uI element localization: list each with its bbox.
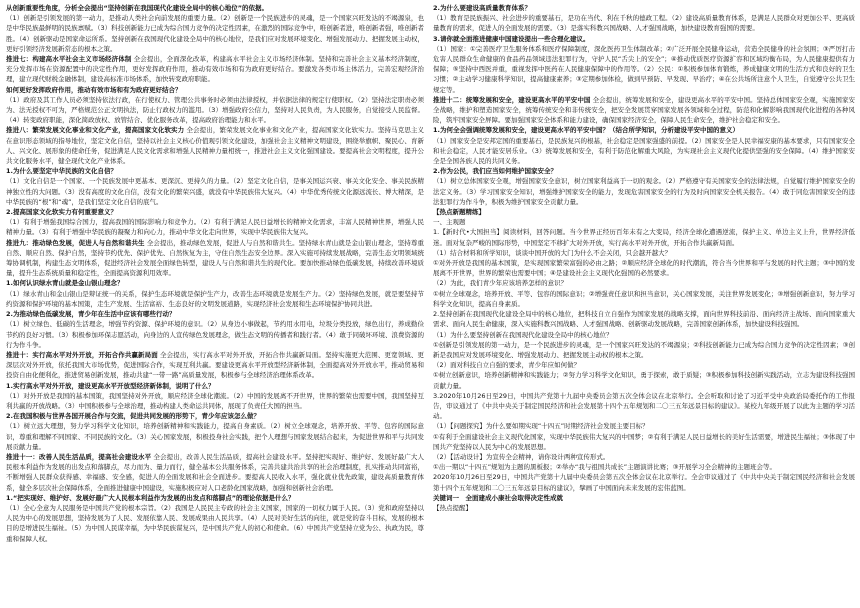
answer-text: （1）有利于增强我国综合国力，提高我国的国际影响力和竞争力。（2）有利于满足人民日益增长的精神文化需求，丰富人民精神世界，增强人民精神力量。（3）有利于增强中华民族的凝聚力和向心力，推动中华文化走向世界，实现中华民族伟大复兴。: [6, 218, 424, 237]
right-column: [433, 3, 855, 606]
question-heading: 1.如何认识绿水青山就是金山银山理念？: [6, 279, 124, 288]
question-heading: 1.实行高水平对外开放，建设更高水平开放型经济新体制，说明了什么？: [6, 381, 215, 390]
topic-paragraph: [6, 125, 424, 166]
material-text: 3.2020年10月26日至29日，中国共产党第十九届中央委员会第五次全体会议在北京举行。全会听取和讨论了习近平受中央政治局委托作的工作报告，审议通过了《中共中央关于制定国民经济和社会发展第十四个五年规划和二〇三五年远景目标的建议》。某校九年级开展了以此为主题的学习活动。: [433, 391, 855, 421]
topic-text: 全会提出，改善人民生活品质，提高社会建设水平。坚持把实现好、维护好、发展好最广大人民根本利益作为发展的出发点和落脚点，尽力而为、量力而行，健全基本公共服务体系，完善共建共治共享的社会治理制度，扎实推动共同富裕，不断增强人民群众获得感、幸福感、安全感，促进人的全面发展和社会全面进步。要提高人民收入水平，强化就业优先政策，建设高质量教育体系，健全多层次社会保障体系，全面推进健康中国建设，实施积极应对人口老龄化国家战略，加强和创新社会治理。: [6, 452, 424, 492]
topic-title: 繁荣发展文化事业和文化产业，提高国家文化软实力: [32, 126, 185, 135]
topic-text: 全会提出，全面深化改革，构建高水平社会主义市场经济体制。坚持和完善社会主义基本经济制度，充分发挥市场在资源配置中的决定性作用，更好发挥政府作用，推动有效市场和有为政府更好结合。要激发各类市场主体活力，完善宏观经济治理，建立现代财税金融体制，建设高标准市场体系，加快转变政府职能。: [6, 55, 424, 84]
answer-text: ①树立创新意识，培养创新精神和实践能力；②努力学习科学文化知识，勇于探索，敢于质疑；③积极参加科技创新实践活动，立志为建设科技强国贡献力量。: [433, 371, 855, 390]
question-heading: 1.为什么要坚定中华民族的文化自信？: [6, 167, 117, 176]
question-heading: 从创新重要性角度，分析全会提出“坚持创新在我国现代化建设全局中的核心地位”的依据。: [6, 4, 269, 12]
answer-text: （1）树立远大理想，努力学习科学文化知识，培养创新精神和实践能力，提高自身素质。（2）树立全球观念，培养开放、平等、包容的国际意识，尊重和理解不同国家、不同民族的文化。（3）关心国家发展，积极投身社会实践，把个人理想与国家发展结合起来，为促进世界和平与共同发展贡献力量。: [6, 422, 424, 451]
answer-text: （1）国家：①完善医疗卫生服务体系和医疗保障制度，深化医药卫生体制改革；②广泛开展全民健身运动，营造全民健身的社会氛围；③严厉打击危害人民群众生命健康的食品药品领域违法犯罪行为，守护人民“舌尖上的安全”；④推动优质医疗资源扩容和区域均衡布局，为人民健康提供有力保障；⑤坚持中西医并重，重视发挥中医药在人民健康保障中的作用等。（2）公民：①积极参加体育锻炼，养成健康文明的生活方式和良好的卫生习惯；②主动学习健康科学知识，提高健康素养；③定期参加体检，做到早预防、早发现、早治疗；④在公共场所注意个人卫生，自觉遵守公共卫生规定等。: [433, 44, 855, 94]
keyword-heading: 关键词一 全面建成小康社会取得决定性成就: [433, 493, 563, 502]
topic-text: 全会提出，推动绿色发展，促进人与自然和谐共生。坚持绿水青山就是金山银山理念，坚持尊重自然、顺应自然、保护自然，坚持节约优先、保护优先、自然恢复为主，守住自然生态安全边界。深入实施可持续发展战略，完善生态文明领域统筹协调机制，构建生态文明体系，促进经济社会发展全面绿色转型，建设人与自然和谐共生的现代化。要加快推动绿色低碳发展，持续改善环境质量，提升生态系统质量和稳定性，全面提高资源利用效率。: [6, 238, 424, 278]
answer-text: （1）树立绿色、低碳的生活理念，增强节约资源、保护环境的意识。（2）从身边小事做起，节约用水用电，垃圾分类投放，绿色出行，养成勤俭节约的良好习惯。（3）积极参加环保志愿活动，向身边的人宣传绿色发展理念，做生态文明的传播者和践行者。（4）敢于同破坏环境、浪费资源的行为作斗争。: [6, 320, 424, 349]
answer-text: （1）对外开放是我国的基本国策，我国坚持对外开放，顺应经济全球化潮流。（2）中国的发展离不开世界，世界的繁荣也需要中国，我国坚持互利共赢的开放战略。（3）中国积极参与全球治理，推动构建人类命运共同体，展现了负责任大国的担当。: [6, 391, 424, 410]
answer-text: （1）国家安全是安邦定国的重要基石，是民族复兴的根基，社会稳定是国家强盛的前提。（2）国家安全是人民幸福安康的基本要求，只有国家安全和社会稳定，人民才能安居乐业。（3）统筹发展和安全，有利于防范化解重大风险，为实现社会主义现代化提供坚强的安全保障。（4）维护国家安全是全国各族人民的共同义务。: [433, 136, 855, 166]
topic-label: 推进九：: [6, 238, 33, 247]
topic-paragraph: [6, 452, 424, 493]
question-heading: 2.为什么要建设高质量教育体系？: [433, 4, 531, 12]
sub-question: （1）结合材料和所学知识，谈谈中国开放的大门为什么不会关闭，只会越开越大？: [433, 248, 672, 257]
answer-text: ①创新是引领发展的第一动力，是一个民族进步的灵魂，是一个国家兴旺发达的不竭源泉；②科技创新能力已成为综合国力竞争的决定性因素；③创新是我国应对发展环境变化、增强发展动力、把握发展主动权的根本之策。: [433, 340, 855, 359]
question-heading: 1.“把实现好、维护好、发展好最广大人民根本利益作为发展的出发点和落脚点”的理论依据是什么？: [6, 493, 295, 502]
topic-label: 推进八：: [6, 126, 33, 135]
topic-paragraph: [6, 350, 424, 381]
question-heading: 2.提高国家文化软实力有何重要意义？: [6, 208, 117, 217]
answer-text: （1）文化自信是一个国家、一个民族发展中更基本、更深沉、更持久的力量。（2）坚定文化自信，是事关国运兴衰、事关文化安全、事关民族精神独立性的大问题。（3）没有高度的文化自信，没有文化的繁荣兴盛，就没有中华民族伟大复兴。（4）中华优秀传统文化源远流长、博大精深，是中华民族的“根”和“魂”，是我们坚定文化自信的底气。: [6, 177, 424, 206]
answer-text: （1）绿水青山和金山银山是辩证统一的关系，保护生态环境就是保护生产力，改善生态环境就是发展生产力。（2）坚持绿色发展，就是要坚持节约资源和保护环境的基本国策，走生产发展、生活富裕、生态良好的文明发展道路，实现经济社会发展和生态环境保护协同共进。: [6, 289, 424, 308]
sub-question: （2）面对科技自立自强的要求，青少年应如何做？: [433, 361, 581, 370]
answer-text: ①对外开放是我国的基本国策，是实现国家繁荣富强的必由之路；②顺应经济全球化的时代潮流，符合当今世界和平与发展的时代主题；③中国的发展离不开世界，世界的繁荣也需要中国；④是建设社会主义现代化强国的必然要求。: [433, 259, 855, 278]
answer-text: （1）教育是民族振兴、社会进步的重要基石，是功在当代、利在千秋的德政工程。（2）建设高质量教育体系，是满足人民群众对更加公平、更高质量教育的需求，促进人的全面发展的需要。（3）是落实科教兴国战略、人才强国战略，加快建设教育强国的需要。: [433, 14, 855, 33]
sub-question: （1）【问题探究】为什么要如期实现“十四五”时期经济社会发展主要目标？: [433, 422, 649, 431]
question-heading: 如何更好发挥政府作用，推动有效市场和有为政府更好结合？: [6, 85, 182, 94]
material-text: 一、主观题: [433, 218, 466, 227]
topic-paragraph: [6, 238, 424, 279]
topic-title: 统筹发展和安全，建设更高水平的平安中国: [465, 95, 591, 104]
topic-label: 推进十二：: [433, 95, 466, 104]
question-heading: 2.在我国积极与世界各国开展合作与交流，促进共同发展的形势下，青少年应该怎么做？: [6, 412, 260, 421]
topic-title: 改善人民生活品质，提高社会建设水平: [39, 452, 152, 461]
topic-text: 全会提出，繁荣发展文化事业和文化产业，提高国家文化软实力。坚持马克思主义在意识形态领域的指导地位，坚定文化自信，坚持以社会主义核心价值观引领文化建设，加强社会主义精神文明建设，围绕举旗帜、聚民心、育新人、兴文化、展形象的使命任务，促进满足人民文化需求和增强人民精神力量相统一，推进社会主义文化强国建设。要提高社会文明程度，提升公共文化服务水平，健全现代文化产业体系。: [6, 126, 424, 166]
topic-paragraph: [6, 54, 424, 85]
material-text: 2.坚持创新在我国现代化建设全局中的核心地位，把科技自立自强作为国家发展的战略支撑，面向世界科技前沿、面向经济主战场、面向国家重大需求、面向人民生命健康，深入实施科教兴国战略、人才强国战略、创新驱动发展战略，完善国家创新体系，加快建设科技强国。: [433, 310, 855, 329]
topic-title: 构建高水平社会主义市场经济体制: [32, 55, 132, 64]
material-text: 【热点提醒】: [433, 503, 472, 512]
question-heading: 2.作为公民，我们应当如何维护国家安全？: [433, 167, 557, 176]
left-column: [6, 3, 424, 606]
topic-title: 推动绿色发展，促进人与自然和谐共生: [32, 238, 145, 247]
answer-text: ①出一期以“十四五”规划为主题的黑板报；②举办“我与祖国共成长”主题演讲比赛；③开展学习全会精神的主题班会等。: [433, 463, 776, 472]
topic-title: 实行高水平对外开放，开拓合作共赢新局面: [32, 350, 158, 359]
material-text: 1.【新时代•大国担当】阅读材料，回答问题。当今世界正经历百年未有之大变局，经济全球化遭遇逆流，保护主义、单边主义上升，世界经济低迷。面对复杂严峻的国际形势，中国坚定不移扩大对外开放，实行高水平对外开放，开拓合作共赢新局面。: [433, 228, 855, 247]
sub-question: （1）为什么要坚持创新在我国现代化建设全局中的核心地位？: [433, 330, 613, 339]
answer-text: ①有利于全面建设社会主义现代化国家，实现中华民族伟大复兴的中国梦；②有利于满足人民日益增长的美好生活需要，增进民生福祉；③体现了中国共产党坚持以人民为中心的发展思想。: [433, 432, 855, 451]
topic-label: 推进十一：: [6, 452, 40, 461]
answer-text: ①树立全球观念，培养开放、平等、包容的国际意识；②增强责任意识和担当意识，关心国家发展，关注世界发展变化；③增强创新意识，努力学习科学文化知识，提高自身素质。: [433, 289, 855, 308]
topic-text: 全会提出，统筹发展和安全，建设更高水平的平安中国。坚持总体国家安全观，实施国家安全战略，维护和塑造国家安全，统筹传统安全和非传统安全，把安全发展贯穿国家发展各领域和全过程，防范和化解影响我国现代化进程的各种风险，筑牢国家安全屏障。要加强国家安全体系和能力建设，确保国家经济安全，保障人民生命安全，维护社会稳定和安全。: [433, 95, 855, 125]
answer-text: （1）政府及其工作人员必须坚持依法行政，在行使权力、管理公共事务时必须由法律授权，并依据法律的规定行使职权。（2）坚持法定职责必须为、法无授权不可为，严格规范公正文明执法，防止行政权力的滥用。（3）增强政府公信力，坚持对人民负责，为人民服务，自觉接受人民监督。（4）转变政府职能，深化简政放权、放管结合、优化服务改革，提高政府治理能力和水平。: [6, 95, 424, 125]
answer-text: （1）创新是引领发展的第一动力，是推动人类社会向前发展的重要力量。（2）创新是一个民族进步的灵魂，是一个国家兴旺发达的不竭源泉，也是中华民族最鲜明的民族禀赋。（3）科技创新能力已成为综合国力竞争的决定性因素，在激烈的国际竞争中，唯创新者进，唯创新者强，唯创新者胜。（4）创新驱动是国家命运所系。坚持创新在我国现代化建设全局中的核心地位，是我们应对发展环境变化、增强发展动力、把握发展主动权，更好引领经济发展新常态的根本之策。: [6, 14, 424, 53]
answer-text: （1）树立总体国家安全观，增强国家安全意识，树立国家利益高于一切的观念。（2）严格遵守有关国家安全的法律法规，自觉履行维护国家安全的法定义务。（3）学习国家安全知识，增强维护国家安全的能力，发现危害国家安全的行为及时向国家安全机关报告。（4）敢于同危害国家安全的违法犯罪行为作斗争，积极为维护国家安全贡献力量。: [433, 177, 855, 206]
sub-question: （2）【活动设计】为宣传全会精神，请你设计两种宣传形式。: [433, 452, 610, 461]
answer-text: （1）全心全意为人民服务是中国共产党的根本宗旨。（2）我国是人民民主专政的社会主义国家，国家的一切权力属于人民。（3）党和政府坚持以人民为中心的发展思想，坚持发展为了人民、发展依靠人民、发展成果由人民共享。（4）人民对美好生活的向往，就是党的奋斗目标，发展的根本目的是增进民生福祉。（5）为中国人民谋幸福，为中华民族谋复兴，是中国共产党人的初心和使命。（6）中国共产党坚持立党为公、执政为民，尊重和保障人权。: [6, 503, 424, 543]
material-text: 2020年10月26日至29日，中国共产党第十九届中央委员会第五次全体会议在北京举行。全会审议通过了《中共中央关于制定国民经济和社会发展第十四个五年规划和二〇三五年远景目标的建议》，擘画了中国面向未来发展的宏伟蓝图。: [433, 473, 855, 492]
sub-question: （2）为此，我们青少年应该培养怎样的意识？: [433, 279, 568, 288]
topic-label: 推进十：: [6, 350, 33, 359]
topic-paragraph: [433, 95, 855, 126]
section-heading: 【热点新题精练】: [433, 208, 485, 217]
question-heading: 2.为推动绿色低碳发展，青少年在生活中应该有哪些行动？: [6, 310, 176, 319]
question-heading: 1.为何全会强调统筹发展和安全，建设更高水平的平安中国？（结合所学知识，分析建设平安中国的意义）: [433, 126, 739, 135]
question-heading: 3.请你就全面推进健康中国建设提出一些合理化建议。: [433, 34, 590, 43]
topic-text: 全会提出，实行高水平对外开放，开拓合作共赢新局面。坚持实施更大范围、更宽领域、更深层次对外开放，依托我国大市场优势，促进国际合作，实现互利共赢。要建设更高水平开放型经济新体制，全面提高对外开放水平，推动贸易和投资自由化便利化，推进贸易创新发展，推动共建“一带一路”高质量发展，积极参与全球经济治理体系改革。: [6, 350, 424, 380]
topic-label: 推进七：: [6, 55, 33, 64]
